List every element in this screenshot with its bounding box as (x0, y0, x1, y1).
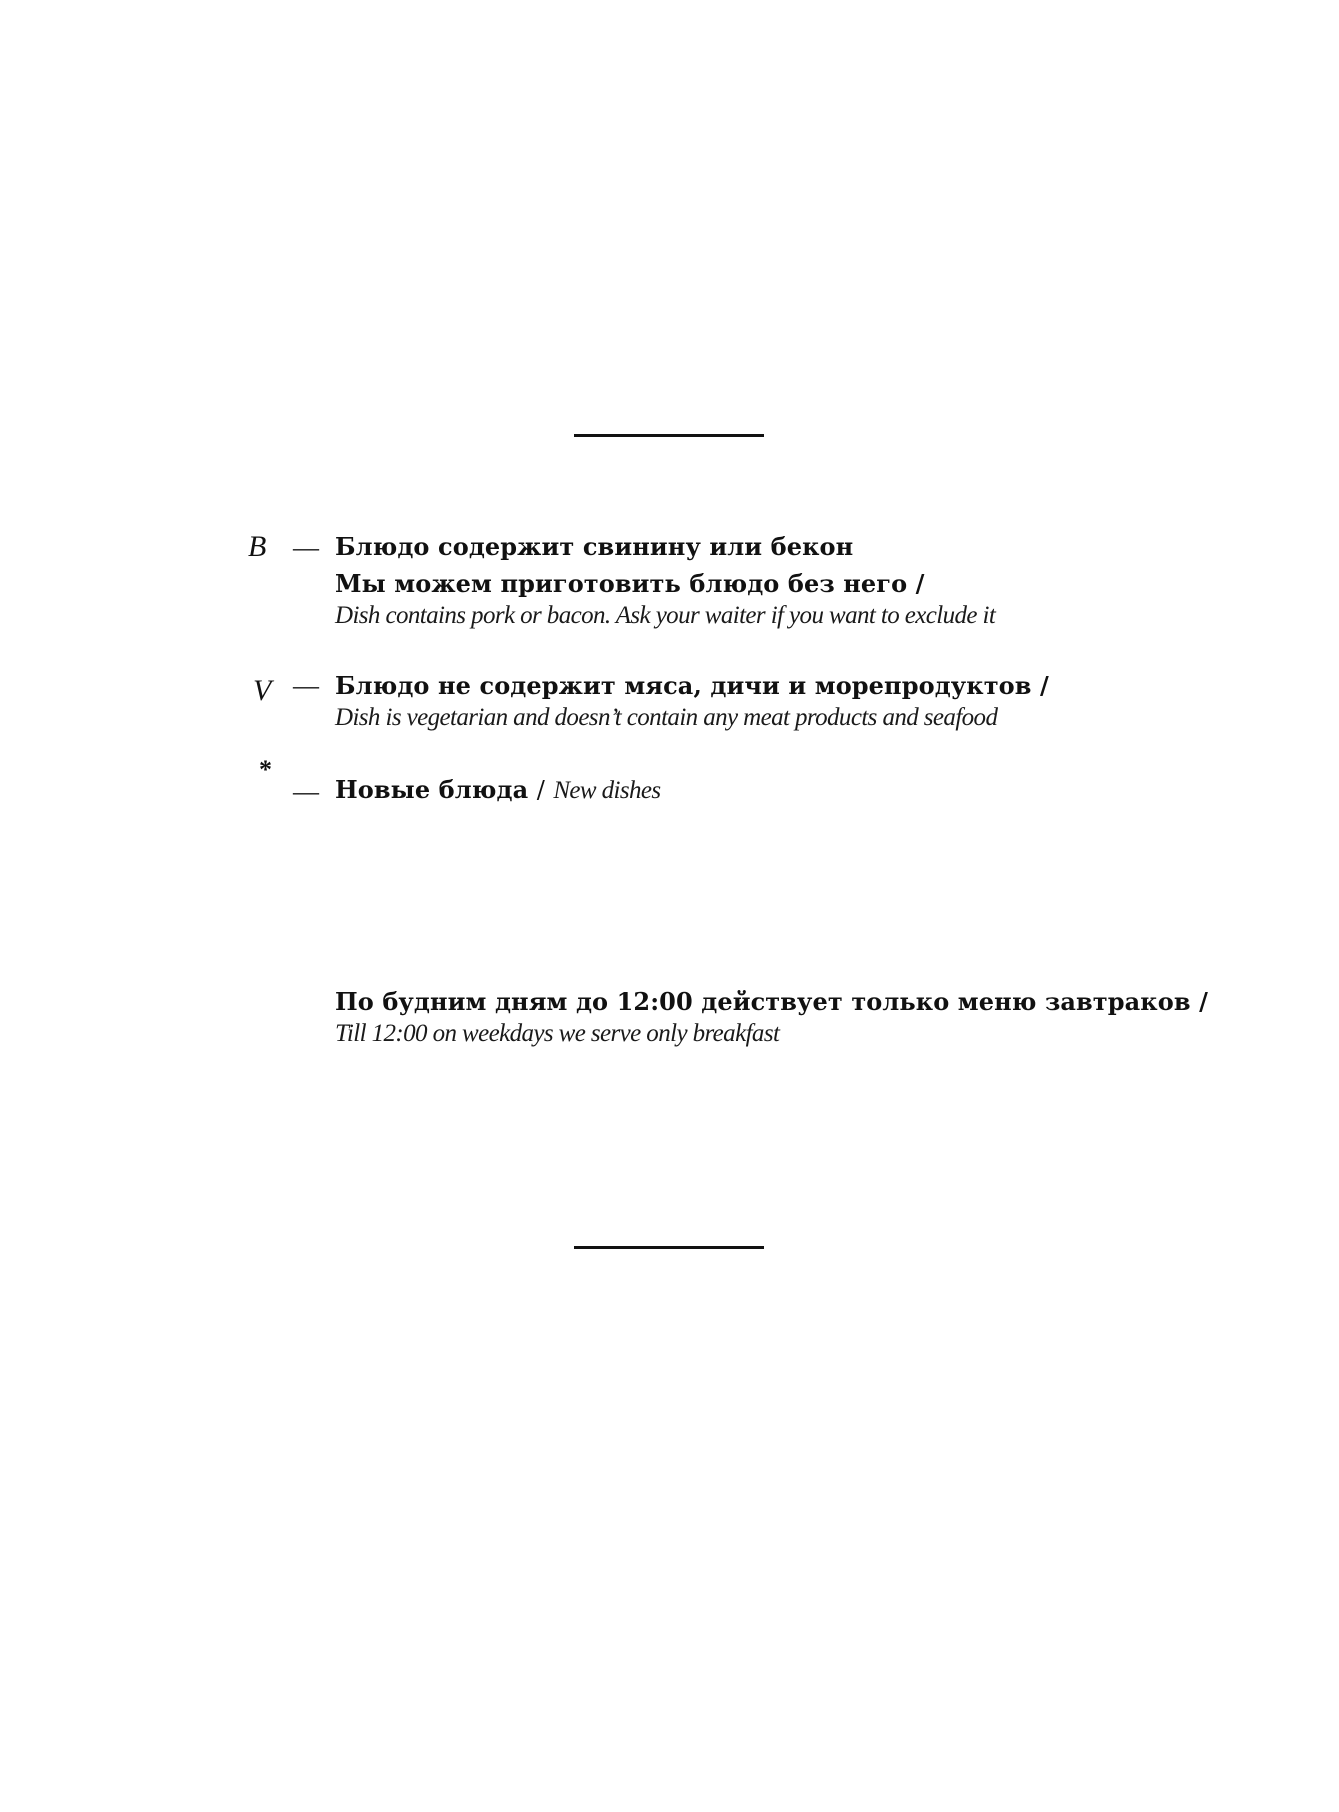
new-separator: / (536, 776, 545, 804)
notice-ru: По будним дням до 12:00 действует только меню завтраков / (335, 987, 1208, 1016)
pork-ru-line2: Мы можем приготовить блюдо без него / (335, 569, 925, 598)
bottom-divider (574, 1246, 764, 1249)
pork-en: Dish contains pork or bacon. Ask your waiter if you want to exclude it (335, 602, 996, 629)
vegetarian-en: Dish is vegetarian and doesn’t contain any meat products and seafood (335, 704, 998, 731)
new-line (335, 775, 661, 804)
vegetarian-ru: Блюдо не содержит мяса, дичи и морепродуктов / (335, 671, 1049, 700)
new-dash: — (293, 777, 319, 806)
pork-dash: — (293, 533, 319, 562)
vegetarian-marker: V (253, 674, 272, 707)
top-divider (574, 434, 764, 437)
notice-en: Till 12:00 on weekdays we serve only breakfast (335, 1020, 780, 1047)
vegetarian-dash: — (293, 671, 319, 700)
new-ru: Новые блюда (335, 775, 529, 804)
pork-ru-line1: Блюдо содержит свинину или бекон (335, 532, 854, 561)
new-marker: * (259, 755, 272, 784)
new-en: New dishes (553, 777, 661, 804)
pork-marker: B (248, 530, 267, 563)
